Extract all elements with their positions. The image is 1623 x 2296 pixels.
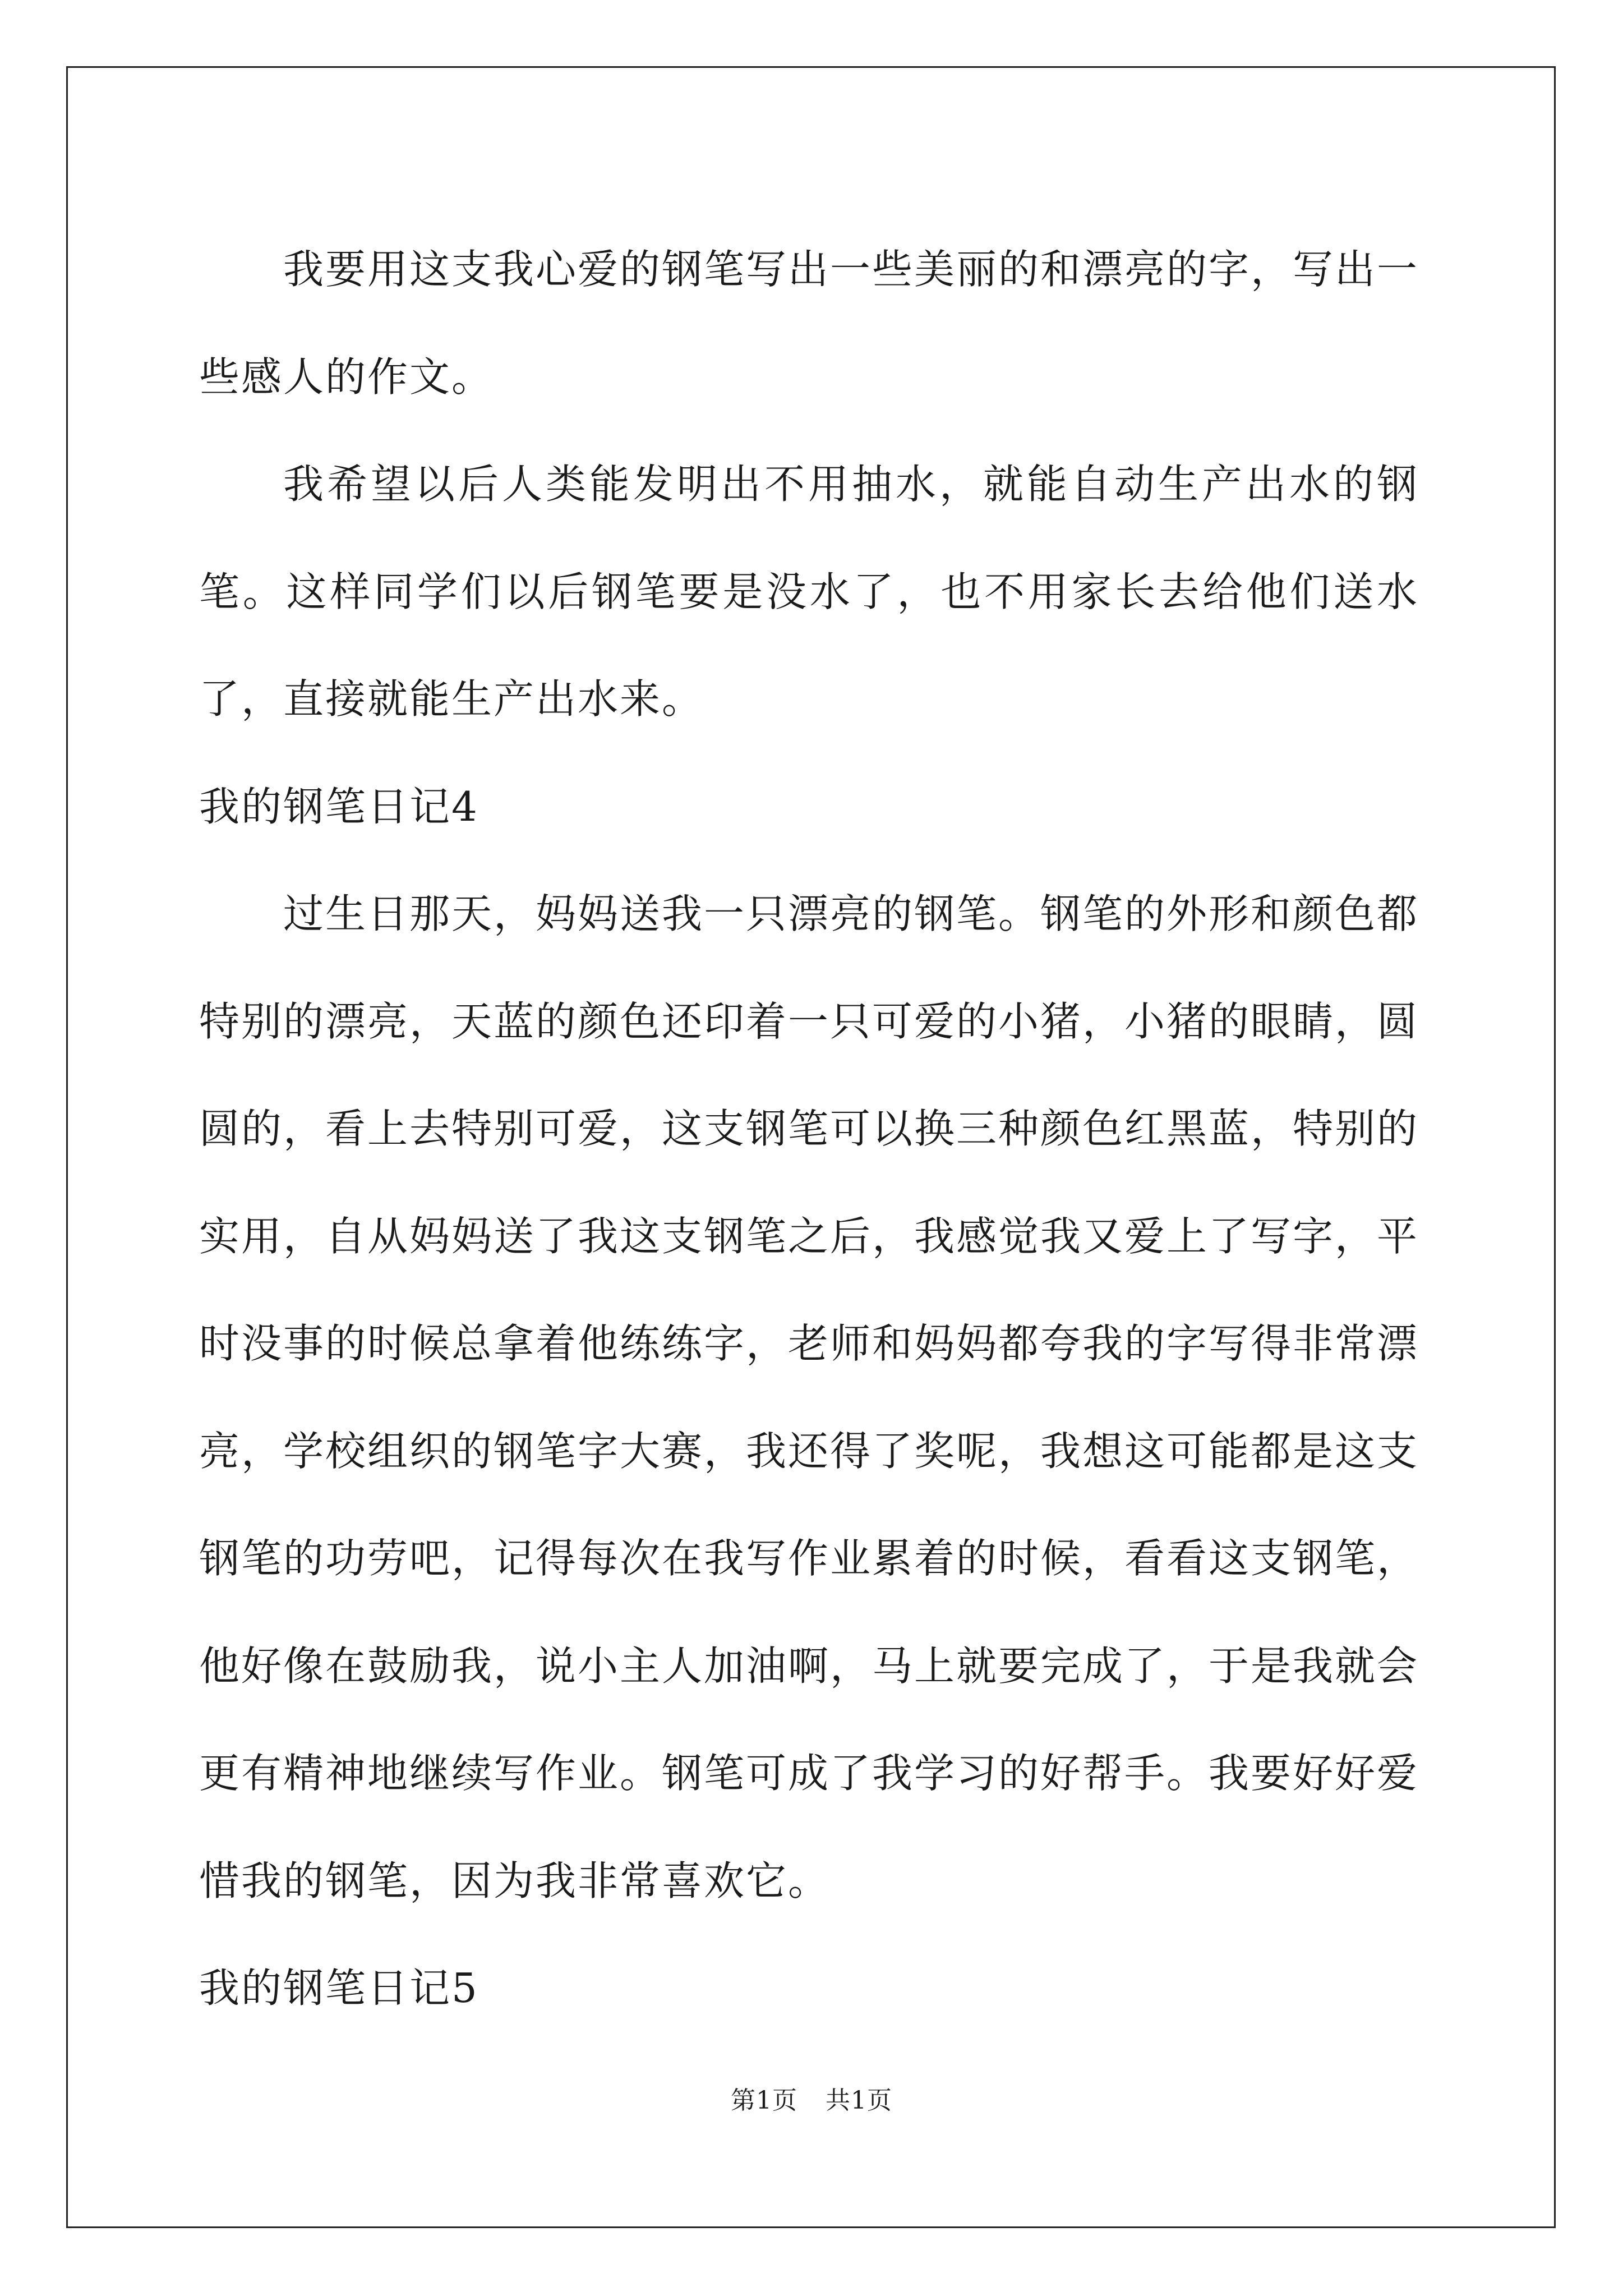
section-heading: 我的钢笔日记4 [199, 783, 479, 830]
page-footer [0, 2084, 1623, 2118]
section-heading: 我的钢笔日记5 [199, 1964, 479, 2012]
paragraph: 过生日那天，妈妈送我一只漂亮的钢笔。钢笔的外形和颜色都特别的漂亮，天蓝的颜色还印着一只可爱的小猪，小猪的眼睛，圆圆的，看上去特别可爱，这支钢笔可以换三种颜色红黑蓝，特别的实用，自从妈妈送了我这支钢笔之后，我感觉我又爱上了写字，平时没事的时候总拿着他练练字，老师和妈妈都夸我的字写得非常漂亮，学校组织的钢笔字大赛，我还得了奖呢，我想这可能都是这支钢笔的功劳吧，记得每次在我写作业累着的时候，看看这支钢笔，他好像在鼓励我，说小主人加油啊，马上就要完成了，于是我就会更有精神地继续写作业。钢笔可成了我学习的好帮手。我要好好爱惜我的钢笔，因为我非常喜欢它。 [199, 890, 1419, 1904]
paragraph: 我希望以后人类能发明出不用抽水，就能自动生产出水的钢笔。这样同学们以后钢笔要是没水了，也不用家长去给他们送水了，直接就能生产出水来。 [199, 461, 1419, 723]
paragraph: 我要用这支我心爱的钢笔写出一些美丽的和漂亮的字，写出一些感人的作文。 [199, 246, 1419, 401]
document-body [199, 216, 1419, 2042]
page-number-total: 共1页 [826, 2086, 892, 2115]
page-number-current: 第1页 [731, 2086, 797, 2115]
